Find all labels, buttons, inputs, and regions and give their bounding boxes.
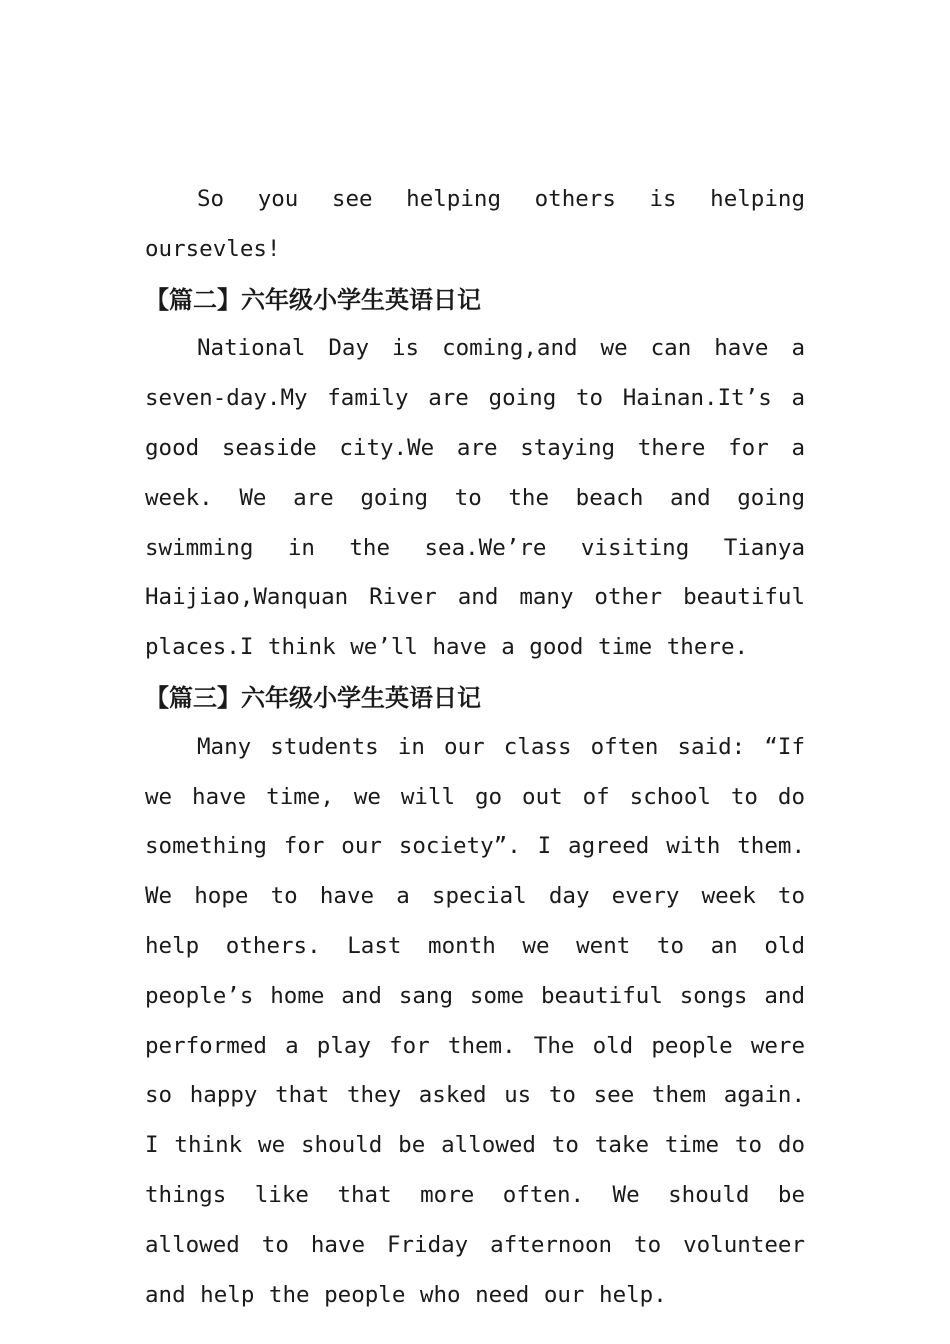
section-heading-3: 【篇三】六年级小学生英语日记 (145, 682, 481, 712)
section-heading-2: 【篇二】六年级小学生英语日记 (145, 284, 481, 314)
section-body-2: National Day is coming,and we can have a seven-day.My family are going to Hainan.It’s a good seaside city.We are staying there for a week. We are going to the beach and going swimming in the sea.We’re visiting Tianya Haijiao,Wanquan River and many other beautiful places.I think we’ll have a good time there. (145, 335, 805, 661)
intro-closing-paragraph: So you see helping others is helping oursevles! (145, 186, 805, 262)
section-body-3: Many students in our class often said: “If we have time, we will go out of school to do something for our society”. I agreed with them. We hope to have a special day every week to help others. Last month we went to an old people’s home and sang some beautiful songs and performed a play for them. The old people were so happy that they asked us to see them again. I think we should be allowed to take time to do things like that more often. We should be allowed to have Friday afternoon to volunteer and help the people who need our help. (145, 733, 805, 1308)
document-body (145, 175, 805, 1320)
